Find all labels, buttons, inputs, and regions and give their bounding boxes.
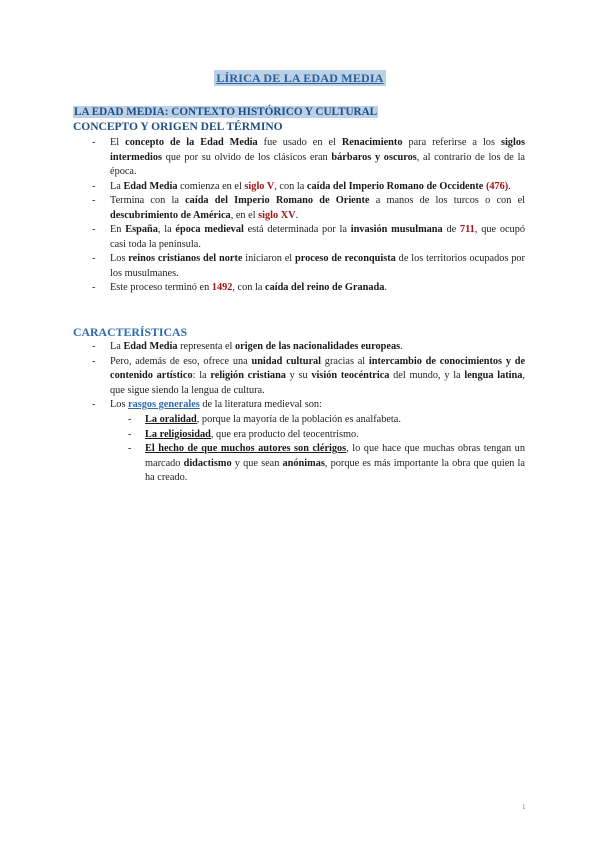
- document-title: LÍRICA DE LA EDAD MEDIA: [216, 71, 384, 85]
- section-heading-characteristics: CARACTERÍSTICAS: [73, 325, 188, 339]
- sublist-item: - La religiosidad, que era producto del teocentrismo.: [128, 428, 525, 443]
- characteristics-list: [92, 340, 525, 413]
- list-item: - Pero, además de eso, ofrece una unidad cultural gracias al intercambio de conocimientos y de contenido artístico: la religión cristiana y su visión teocéntrica del mundo, y la lengua latina, que sigue siendo la lengua de cultura.: [92, 355, 525, 399]
- list-item: - La Edad Media comienza en el siglo V, con la caída del Imperio Romano de Occidente (476).: [92, 180, 525, 195]
- page-number: 1: [522, 803, 526, 811]
- section-heading-context: LA EDAD MEDIA: CONTEXTO HISTÓRICO Y CULTURAL: [74, 106, 378, 118]
- sublist-item: - El hecho de que muchos autores son clérigos, lo que hace que muchas obras tengan un marcado didactismo y que sean anónimas, porque es más importante la obra que quien la ha creado.: [128, 442, 525, 486]
- list-item: - En España, la época medieval está determinada por la invasión musulmana de 711, que ocupó casi toda la península.: [92, 223, 525, 252]
- list-item: - Termina con la caída del Imperio Romano de Oriente a manos de los turcos o con el descubrimiento de América, en el siglo XV.: [92, 194, 525, 223]
- list-item: - El concepto de la Edad Media fue usado en el Renacimiento para referirse a los siglos intermedios que por su olvido de los clásicos eran bárbaros y oscuros, al contrario de los de la época.: [92, 136, 525, 180]
- sublist-item: - La oralidad, porque la mayoría de la población es analfabeta.: [128, 413, 525, 428]
- features-sublist: [128, 413, 525, 486]
- subheading-concept: CONCEPTO Y ORIGEN DEL TÉRMINO: [73, 121, 283, 133]
- list-item: - Los reinos cristianos del norte iniciaron el proceso de reconquista de los territorios ocupados por los musulmanes.: [92, 252, 525, 281]
- list-item: - Este proceso terminó en 1492, con la caída del reino de Granada.: [92, 281, 525, 296]
- concept-list: [92, 136, 525, 296]
- list-item: - La Edad Media representa el origen de las nacionalidades europeas.: [92, 340, 525, 355]
- list-item: - Los rasgos generales de la literatura medieval son:: [92, 398, 525, 413]
